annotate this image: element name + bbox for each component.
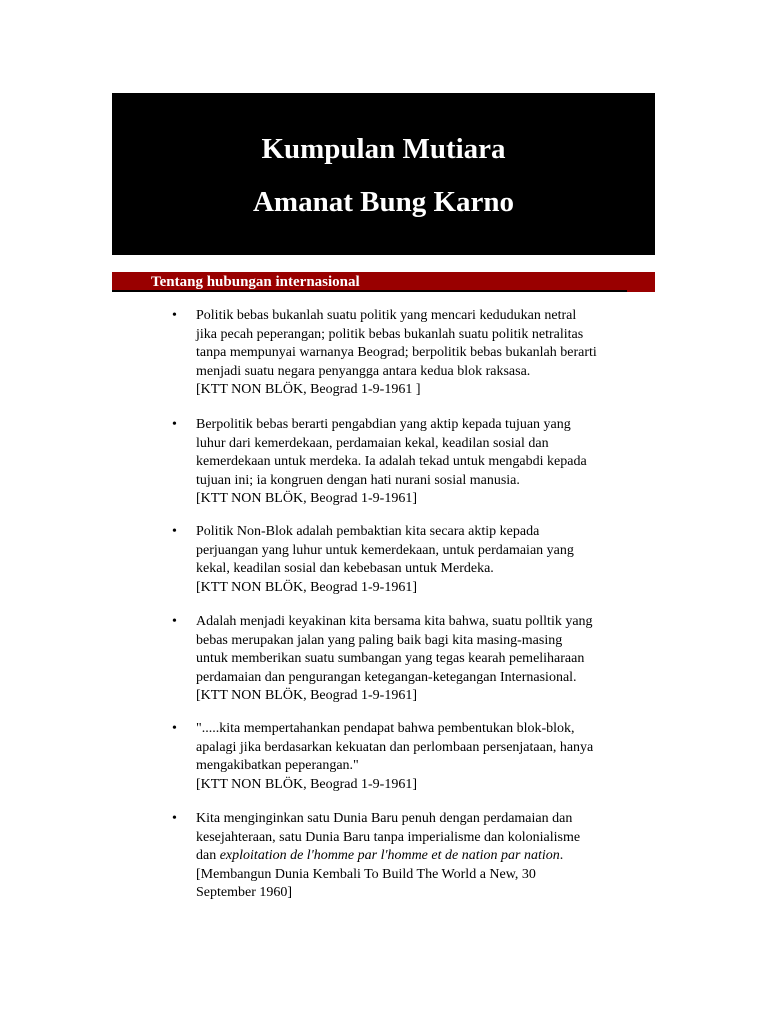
quote-source: September 1960]	[196, 885, 293, 900]
section-divider	[112, 290, 627, 292]
page-title: Kumpulan Mutiara	[261, 133, 506, 165]
italic-phrase: exploitation de l'homme par l'homme et de nation par nation	[219, 848, 560, 863]
quote-source: [Membangun Dunia Kembali To Build The World a New, 30	[196, 866, 536, 882]
bullet-icon: •	[172, 417, 177, 432]
bullet-icon: •	[172, 811, 177, 826]
page-subtitle: Amanat Bung Karno	[252, 186, 515, 218]
quote-text: Berpolitik bebas berarti pengabdian yang aktip kepada tujuan yang luhur dari kemerdekaan, perdamaian kekal, keadilan sosial dan kemerdekaan untuk merdeka. Ia adalah tekad untuk mengabdi kepada tujuan ini; ia kongruen dengan hati nurani sosial manusia. [KTT NON BLÖK, Beograd 1-9-1961]	[196, 416, 636, 509]
bullet-icon: •	[172, 614, 177, 629]
quote-text: Politik Non-Blok adalah pembaktian kita secara aktip kepada perjuangan yang luhur untuk kemerdekaan, untuk perdamaian yang kekal, keadilan sosial dan kebebasan untuk Merdeka. [KTT NON BLÖK, Beograd 1-9-1961]	[196, 523, 636, 597]
quote-source: [KTT NON BLÖK, Beograd 1-9-1961]	[196, 776, 417, 792]
quote-source: [KTT NON BLÖK, Beograd 1-9-1961 ]	[196, 382, 421, 397]
title-block	[112, 93, 655, 255]
bullet-icon: •	[172, 721, 177, 736]
quote-text: Kita menginginkan satu Dunia Baru penuh dengan perdamaian dan kesejahteraan, satu Dunia Baru tanpa imperialisme dan kolonialisme dan exploitation de l'homme par l'homme et de nation par nation. [Membangun Dunia Kembali To Build The World a New, 30 September 1960]	[196, 810, 636, 903]
section-heading: Tentang hubungan internasional	[151, 274, 360, 290]
quote-text: Politik bebas bukanlah suatu politik yang mencari kedudukan netral jika pecah peperangan; politik bebas bukanlah suatu politik netralitas tanpa mempunyai warnanya Beograd; berpolitik bebas bukanlah berarti menjadi suatu negara penyangga antara kedua blok raksasa. [KTT NON BLÖK, Beograd 1-9-1961 ]	[196, 307, 636, 400]
quote-source: [KTT NON BLÖK, Beograd 1-9-1961]	[196, 491, 417, 506]
bullet-icon: •	[172, 308, 177, 323]
quote-source: [KTT NON BLÖK, Beograd 1-9-1961]	[196, 688, 417, 703]
quote-source: [KTT NON BLÖK, Beograd 1-9-1961]	[196, 579, 417, 595]
quote-text: Adalah menjadi keyakinan kita bersama kita bahwa, suatu polltik yang bebas merupakan jalan yang paling baik bagi kita masing-masing untuk memberikan suatu sumbangan yang tegas kearah pemeliharaan perdamaian dan pengurangan ketegangan-ketegangan Internasional. [KTT NON BLÖK, Beograd 1-9-1961]	[196, 613, 636, 706]
quote-text: ".....kita mempertahankan pendapat bahwa pembentukan blok-blok, apalagi jika berdasarkan kekuatan dan perlombaan persenjataan, hanya mengakibatkan peperangan." [KTT NON BLÖK, Beograd 1-9-1961]	[196, 720, 636, 794]
bullet-icon: •	[172, 524, 177, 539]
section-header-bar	[112, 272, 655, 292]
